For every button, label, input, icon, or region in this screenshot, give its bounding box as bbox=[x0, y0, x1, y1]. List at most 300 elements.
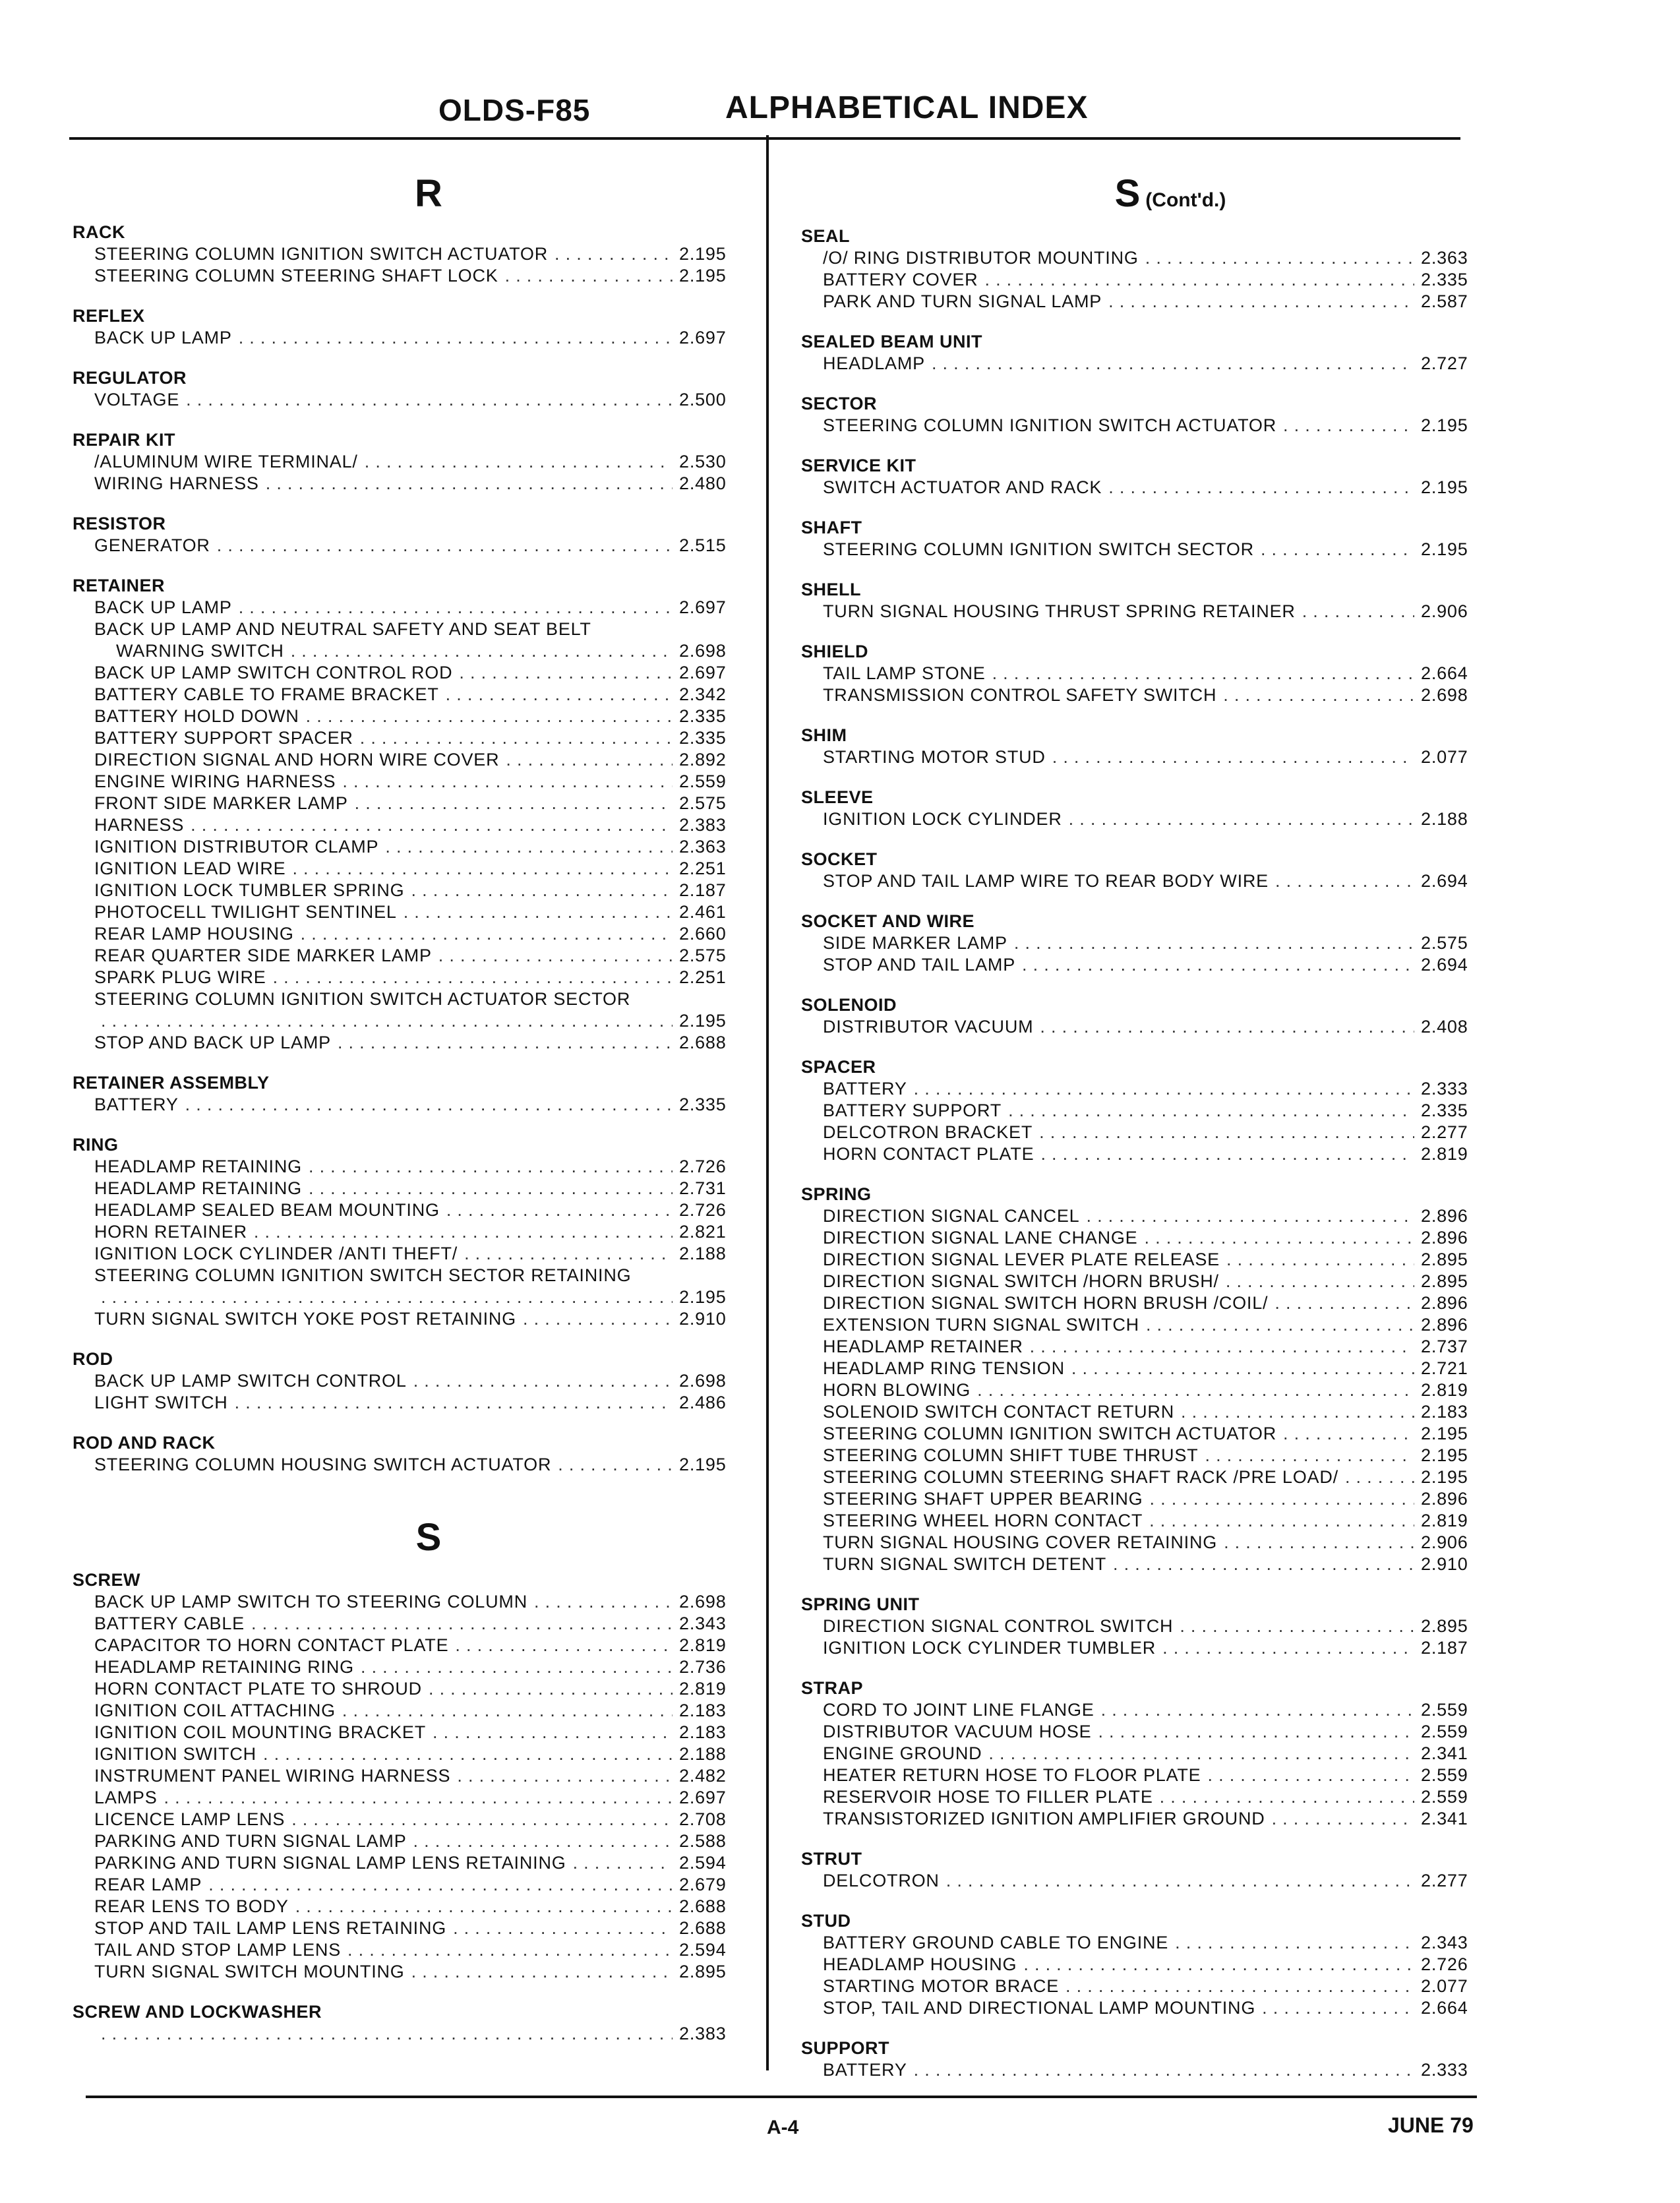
index-subentry bbox=[73, 684, 745, 706]
subentry-label: STEERING COLUMN IGNITION SWITCH ACTUATOR SECTOR bbox=[94, 989, 631, 1009]
entry-heading: SHELL bbox=[801, 580, 862, 599]
index-subentry bbox=[801, 1532, 1487, 1554]
subentry-label: SIDE MARKER LAMP bbox=[823, 933, 1007, 953]
section-letter bbox=[73, 171, 745, 218]
index-subentry bbox=[73, 727, 745, 749]
page-reference: 2.895 bbox=[1421, 1250, 1468, 1269]
dot-leader bbox=[459, 662, 673, 684]
page-reference: 2.698 bbox=[679, 641, 727, 661]
subentry-label: CAPACITOR TO HORN CONTACT PLATE bbox=[94, 1635, 449, 1655]
dot-leader bbox=[914, 1078, 1414, 1100]
page-reference: 2.515 bbox=[679, 535, 727, 555]
page-reference: 2.896 bbox=[1421, 1228, 1468, 1248]
subentry-label: IGNITION LOCK TUMBLER SPRING bbox=[94, 880, 405, 900]
index-subentry bbox=[73, 1010, 745, 1032]
page-reference: 2.195 bbox=[1421, 1467, 1468, 1487]
section-continued-label: (Cont'd.) bbox=[1145, 189, 1226, 211]
page-number: A-4 bbox=[767, 2117, 799, 2138]
entry-heading: SCREW AND LOCKWASHER bbox=[73, 2002, 322, 2022]
subentry-label: HEADLAMP RETAINER bbox=[823, 1337, 1023, 1356]
subentry-label: IGNITION DISTRIBUTOR CLAMP bbox=[94, 837, 379, 857]
dot-leader bbox=[1275, 1292, 1414, 1314]
page-reference: 2.697 bbox=[679, 328, 727, 347]
index-subentry bbox=[73, 389, 745, 411]
subentry-label: PARKING AND TURN SIGNAL LAMP LENS RETAINING bbox=[94, 1853, 566, 1873]
dot-leader bbox=[505, 265, 673, 287]
page-reference: 2.910 bbox=[1421, 1554, 1468, 1574]
page-reference: 2.594 bbox=[679, 1940, 727, 1960]
dot-leader bbox=[1014, 932, 1414, 954]
page-reference: 2.195 bbox=[1421, 415, 1468, 435]
subentry-label: IGNITION LOCK CYLINDER /ANTI THEFT/ bbox=[94, 1244, 458, 1263]
index-subentry bbox=[73, 793, 745, 814]
index-subentry bbox=[801, 870, 1487, 892]
entry-heading: REGULATOR bbox=[73, 368, 187, 388]
index-entry bbox=[73, 1072, 745, 1116]
index-subentry bbox=[73, 1700, 745, 1722]
index-subentry bbox=[801, 684, 1487, 706]
page-reference: 2.587 bbox=[1421, 291, 1468, 311]
dot-leader bbox=[1160, 1786, 1414, 1808]
page-reference: 2.251 bbox=[679, 967, 727, 987]
index-subentry bbox=[801, 808, 1487, 830]
subentry-label: TURN SIGNAL HOUSING THRUST SPRING RETAINER bbox=[823, 601, 1296, 621]
index-subentry bbox=[801, 932, 1487, 954]
subentry-label: BATTERY COVER bbox=[823, 270, 978, 289]
section-letter-text: R bbox=[415, 172, 442, 215]
index-subentry bbox=[73, 1243, 745, 1265]
subentry-label: HEADLAMP SEALED BEAM MOUNTING bbox=[94, 1200, 440, 1220]
subentry-label: IGNITION LOCK CYLINDER TUMBLER bbox=[823, 1638, 1156, 1658]
index-entry bbox=[801, 455, 1487, 498]
page-reference: 2.195 bbox=[679, 1287, 727, 1307]
index-subentry bbox=[801, 1016, 1487, 1038]
dot-leader bbox=[239, 597, 673, 619]
subentry-label: DIRECTION SIGNAL SWITCH HORN BRUSH /COIL/ bbox=[823, 1293, 1269, 1313]
section-letter-text: S bbox=[415, 1516, 442, 1559]
subentry-label: DIRECTION SIGNAL AND HORN WIRE COVER bbox=[94, 750, 500, 770]
subentry-label: ENGINE GROUND bbox=[823, 1743, 982, 1763]
subentry-label: SOLENOID SWITCH CONTACT RETURN bbox=[823, 1402, 1175, 1422]
dot-leader bbox=[523, 1308, 673, 1330]
dot-leader bbox=[217, 535, 673, 557]
subentry-label: BATTERY CABLE TO FRAME BRACKET bbox=[94, 684, 439, 704]
dot-leader bbox=[411, 1961, 673, 1983]
page-reference: 2.821 bbox=[679, 1222, 727, 1242]
dot-leader bbox=[185, 1094, 673, 1116]
index-subentry bbox=[801, 1510, 1487, 1532]
subentry-label: TAIL LAMP STONE bbox=[823, 663, 986, 683]
page-reference: 2.910 bbox=[679, 1309, 727, 1329]
dot-leader bbox=[306, 706, 673, 727]
index-subentry bbox=[73, 1178, 745, 1199]
index-subentry bbox=[73, 265, 745, 287]
dot-leader bbox=[413, 1830, 673, 1852]
dot-leader bbox=[464, 1243, 673, 1265]
dot-leader bbox=[1098, 1721, 1414, 1743]
page-reference: 2.486 bbox=[679, 1393, 727, 1412]
dot-leader bbox=[291, 640, 673, 662]
dot-leader bbox=[1226, 1271, 1414, 1292]
dot-leader bbox=[1052, 746, 1414, 768]
page-reference: 2.559 bbox=[1421, 1765, 1468, 1785]
dot-leader bbox=[1113, 1554, 1414, 1575]
entry-heading: RING bbox=[73, 1135, 119, 1155]
dot-leader bbox=[1275, 870, 1414, 892]
subentry-label: TURN SIGNAL SWITCH MOUNTING bbox=[94, 1962, 405, 1981]
dot-leader bbox=[1224, 1532, 1414, 1554]
dot-leader bbox=[984, 269, 1414, 291]
subentry-label: BACK UP LAMP bbox=[94, 597, 232, 617]
index-entry bbox=[801, 1910, 1487, 2019]
subentry-label: PHOTOCELL TWILIGHT SENTINEL bbox=[94, 902, 397, 922]
index-subentry bbox=[801, 1466, 1487, 1488]
page-reference: 2.500 bbox=[679, 390, 727, 409]
index-entry bbox=[73, 429, 745, 495]
page-reference: 2.183 bbox=[679, 1701, 727, 1720]
index-subentry bbox=[73, 1199, 745, 1221]
page-reference: 2.697 bbox=[679, 1788, 727, 1807]
page-reference: 2.896 bbox=[1421, 1293, 1468, 1313]
entry-heading: SCREW bbox=[73, 1570, 140, 1590]
subentry-label: IGNITION LEAD WIRE bbox=[94, 859, 286, 878]
subentry-label: HEADLAMP bbox=[823, 353, 925, 373]
subentry-label: DISTRIBUTOR VACUUM bbox=[823, 1017, 1034, 1037]
dot-leader bbox=[295, 1896, 673, 1917]
page-reference: 2.688 bbox=[679, 1033, 727, 1052]
index-subentry bbox=[801, 477, 1487, 498]
dot-leader bbox=[342, 771, 673, 793]
subentry-label: WIRING HARNESS bbox=[94, 473, 259, 493]
index-subentry bbox=[801, 1401, 1487, 1423]
page-reference: 2.726 bbox=[679, 1200, 727, 1220]
index-subentry bbox=[73, 1896, 745, 1917]
index-subentry bbox=[73, 1765, 745, 1787]
index-subentry bbox=[73, 1852, 745, 1874]
dot-leader bbox=[235, 1392, 673, 1414]
subentry-label: DIRECTION SIGNAL LEVER PLATE RELEASE bbox=[823, 1250, 1220, 1269]
dot-leader bbox=[1208, 1765, 1415, 1786]
subentry-label: TRANSISTORIZED IGNITION AMPLIFIER GROUND bbox=[823, 1809, 1265, 1828]
index-subentry bbox=[801, 353, 1487, 375]
dot-leader bbox=[1223, 684, 1414, 706]
index-subentry bbox=[73, 1454, 745, 1476]
index-subentry bbox=[73, 749, 745, 771]
page-reference: 2.819 bbox=[679, 1635, 727, 1655]
index-subentry bbox=[801, 291, 1487, 313]
page-reference: 2.183 bbox=[679, 1722, 727, 1742]
entry-heading: SEAL bbox=[801, 226, 851, 246]
page-reference: 2.664 bbox=[1421, 663, 1468, 683]
page-reference: 2.195 bbox=[679, 1011, 727, 1031]
index-subentry bbox=[801, 1721, 1487, 1743]
subentry-label: STEERING WHEEL HORN CONTACT bbox=[823, 1511, 1143, 1530]
page-reference: 2.559 bbox=[679, 771, 727, 791]
dot-leader bbox=[1272, 1808, 1414, 1830]
page-reference: 2.195 bbox=[679, 1455, 727, 1474]
page-reference: 2.187 bbox=[679, 880, 727, 900]
subentry-label: STEERING SHAFT UPPER BEARING bbox=[823, 1489, 1143, 1509]
index-entry bbox=[801, 2037, 1487, 2081]
dot-leader bbox=[977, 1379, 1414, 1401]
dot-leader bbox=[355, 793, 673, 814]
subentry-label: STOP AND TAIL LAMP WIRE TO REAR BODY WIRE bbox=[823, 871, 1269, 891]
subentry-label: HORN BLOWING bbox=[823, 1380, 971, 1400]
page-reference: 2.335 bbox=[1421, 1101, 1468, 1120]
index-subentry bbox=[73, 1156, 745, 1178]
index-subentry bbox=[801, 1143, 1487, 1165]
dot-leader bbox=[932, 353, 1414, 375]
dot-leader bbox=[457, 1765, 673, 1787]
entry-heading: SPRING bbox=[801, 1184, 872, 1204]
index-entry bbox=[73, 1569, 745, 1983]
subentry-label: REAR QUARTER SIDE MARKER LAMP bbox=[94, 946, 432, 965]
page-reference: 2.343 bbox=[679, 1614, 727, 1633]
index-subentry bbox=[801, 1358, 1487, 1379]
subentry-label: STOP AND BACK UP LAMP bbox=[94, 1033, 331, 1052]
index-subentry bbox=[73, 619, 745, 640]
model-name: OLDS-F85 bbox=[438, 93, 591, 127]
index-subentry bbox=[73, 1743, 745, 1765]
subentry-label: BACK UP LAMP bbox=[94, 328, 232, 347]
index-subentry bbox=[73, 1613, 745, 1635]
index-subentry bbox=[801, 1554, 1487, 1575]
index-subentry bbox=[73, 1094, 745, 1116]
subentry-label: FRONT SIDE MARKER LAMP bbox=[94, 793, 348, 813]
subentry-label: TRANSMISSION CONTROL SAFETY SWITCH bbox=[823, 685, 1217, 705]
subentry-label: HEATER RETURN HOSE TO FLOOR PLATE bbox=[823, 1765, 1201, 1785]
index-entry bbox=[801, 849, 1487, 892]
page-reference: 2.892 bbox=[679, 750, 727, 770]
entry-heading: SEALED BEAM UNIT bbox=[801, 332, 983, 351]
dot-leader bbox=[1040, 1143, 1414, 1165]
dot-leader bbox=[1345, 1466, 1414, 1488]
dot-leader bbox=[1144, 1227, 1414, 1249]
subentry-label: REAR LAMP HOUSING bbox=[94, 924, 294, 944]
entry-heading: STRAP bbox=[801, 1678, 864, 1698]
page-reference: 2.335 bbox=[679, 1095, 727, 1114]
page-reference: 2.408 bbox=[1421, 1017, 1468, 1037]
entry-heading: SOCKET bbox=[801, 849, 878, 869]
dot-leader bbox=[266, 473, 673, 495]
subentry-label: BATTERY GROUND CABLE TO ENGINE bbox=[823, 1933, 1169, 1952]
page-reference: 2.343 bbox=[1421, 1933, 1468, 1952]
dot-leader bbox=[1101, 1699, 1414, 1721]
dot-leader bbox=[446, 1199, 673, 1221]
dot-leader bbox=[1040, 1016, 1414, 1038]
dot-leader bbox=[411, 880, 673, 901]
dot-leader bbox=[1162, 1637, 1414, 1659]
page-reference: 2.461 bbox=[679, 902, 727, 922]
page-reference: 2.906 bbox=[1421, 1532, 1468, 1552]
subentry-label: HEADLAMP RETAINING RING bbox=[94, 1657, 354, 1677]
index-subentry bbox=[73, 1635, 745, 1656]
dot-leader bbox=[239, 327, 673, 349]
subentry-label: LICENCE LAMP LENS bbox=[94, 1809, 285, 1829]
entry-heading: SECTOR bbox=[801, 394, 878, 413]
subentry-label: PARKING AND TURN SIGNAL LAMP bbox=[94, 1831, 407, 1851]
index-subentry bbox=[801, 1932, 1487, 1954]
section-gap bbox=[73, 1476, 745, 1515]
index-entry bbox=[801, 725, 1487, 768]
dot-leader bbox=[263, 1743, 673, 1765]
page-reference: 2.819 bbox=[1421, 1144, 1468, 1164]
subentry-label: HEADLAMP RETAINING bbox=[94, 1157, 302, 1176]
page-reference: 2.819 bbox=[679, 1679, 727, 1699]
index-subentry bbox=[801, 2059, 1487, 2081]
page-reference: 2.188 bbox=[679, 1244, 727, 1263]
page-reference: 2.896 bbox=[1421, 1206, 1468, 1226]
subentry-label: TAIL AND STOP LAMP LENS bbox=[94, 1940, 342, 1960]
page-reference: 2.363 bbox=[1421, 248, 1468, 268]
page-reference: 2.341 bbox=[1421, 1743, 1468, 1763]
index-subentry bbox=[73, 988, 745, 1010]
page-reference: 2.383 bbox=[679, 2024, 727, 2043]
dot-leader bbox=[558, 1454, 673, 1476]
index-entry bbox=[801, 393, 1487, 437]
dot-leader bbox=[1146, 1314, 1414, 1336]
subentry-label: BACK UP LAMP SWITCH CONTROL ROD bbox=[94, 663, 453, 682]
subentry-label: SWITCH ACTUATOR AND RACK bbox=[823, 477, 1102, 497]
index-subentry bbox=[73, 1265, 745, 1286]
index-subentry bbox=[73, 901, 745, 923]
index-subentry bbox=[73, 814, 745, 836]
dot-leader bbox=[914, 2059, 1414, 2081]
page-reference: 2.721 bbox=[1421, 1358, 1468, 1378]
page-reference: 2.195 bbox=[1421, 477, 1468, 497]
subentry-label: REAR LENS TO BODY bbox=[94, 1896, 289, 1916]
section-letter bbox=[801, 171, 1487, 218]
subentry-label: HORN CONTACT PLATE TO SHROUD bbox=[94, 1679, 422, 1699]
entry-heading: SHIELD bbox=[801, 642, 869, 661]
page-reference: 2.575 bbox=[679, 793, 727, 813]
dot-leader bbox=[1023, 1954, 1414, 1976]
entry-heading: RETAINER ASSEMBLY bbox=[73, 1073, 270, 1093]
left-column bbox=[73, 171, 745, 2045]
entry-heading: RESISTOR bbox=[73, 514, 166, 533]
index-subentry bbox=[73, 1591, 745, 1613]
page-reference: 2.480 bbox=[679, 473, 727, 493]
subentry-label: BACK UP LAMP AND NEUTRAL SAFETY AND SEAT BELT bbox=[94, 619, 591, 639]
index-subentry bbox=[73, 1656, 745, 1678]
dot-leader bbox=[455, 1635, 673, 1656]
index-entry bbox=[73, 1134, 745, 1330]
index-subentry bbox=[73, 1392, 745, 1414]
page-reference: 2.188 bbox=[1421, 809, 1468, 829]
dot-leader bbox=[1086, 1205, 1414, 1227]
page-reference: 2.559 bbox=[1421, 1787, 1468, 1807]
page-reference: 2.195 bbox=[1421, 539, 1468, 559]
index-subentry bbox=[73, 1308, 745, 1330]
index-subentry bbox=[801, 1336, 1487, 1358]
index-subentry bbox=[801, 1205, 1487, 1227]
dot-leader bbox=[433, 1722, 673, 1743]
entry-heading: SHIM bbox=[801, 725, 847, 745]
dot-leader bbox=[1180, 1615, 1414, 1637]
subentry-label: BATTERY bbox=[823, 2060, 907, 2080]
dot-leader bbox=[1175, 1932, 1414, 1954]
index-subentry bbox=[73, 327, 745, 349]
page-reference: 2.188 bbox=[679, 1744, 727, 1764]
index-subentry bbox=[73, 1370, 745, 1392]
subentry-label: STOP AND TAIL LAMP LENS RETAINING bbox=[94, 1918, 447, 1938]
index-entry bbox=[801, 226, 1487, 313]
index-subentry bbox=[801, 1122, 1487, 1143]
index-subentry bbox=[801, 1808, 1487, 1830]
header-rule bbox=[69, 137, 1460, 140]
subentry-label: WARNING SWITCH bbox=[116, 641, 284, 661]
index-subentry bbox=[801, 601, 1487, 622]
page-reference: 2.333 bbox=[1421, 1079, 1468, 1099]
index-subentry bbox=[73, 923, 745, 945]
index-subentry bbox=[73, 880, 745, 901]
entry-heading: SPACER bbox=[801, 1057, 876, 1077]
page-reference: 2.341 bbox=[1421, 1809, 1468, 1828]
page-reference: 2.333 bbox=[1421, 2060, 1468, 2080]
dot-leader bbox=[1030, 1336, 1414, 1358]
index-subentry bbox=[73, 243, 745, 265]
index-entry bbox=[801, 1848, 1487, 1892]
page-reference: 2.277 bbox=[1421, 1871, 1468, 1890]
subentry-label: STEERING COLUMN IGNITION SWITCH ACTUATOR bbox=[823, 1424, 1277, 1443]
dot-leader bbox=[1108, 477, 1414, 498]
page-reference: 2.737 bbox=[1421, 1337, 1468, 1356]
subentry-label: BATTERY bbox=[823, 1079, 907, 1099]
subentry-label: /O/ RING DISTRIBUTOR MOUNTING bbox=[823, 248, 1139, 268]
dot-leader bbox=[191, 814, 673, 836]
page-reference: 2.895 bbox=[679, 1962, 727, 1981]
page-reference: 2.731 bbox=[679, 1178, 727, 1198]
right-column bbox=[801, 171, 1487, 2081]
entry-heading: STUD bbox=[801, 1911, 851, 1931]
entry-heading: RACK bbox=[73, 222, 125, 242]
page-reference: 2.363 bbox=[679, 837, 727, 857]
dot-leader bbox=[1108, 291, 1414, 313]
page-reference: 2.195 bbox=[679, 244, 727, 264]
index-subentry bbox=[73, 597, 745, 619]
dot-leader bbox=[101, 2023, 673, 2045]
subentry-label: STOP, TAIL AND DIRECTIONAL LAMP MOUNTING bbox=[823, 1998, 1256, 2018]
index-subentry bbox=[801, 1271, 1487, 1292]
subentry-label: HEADLAMP HOUSING bbox=[823, 1954, 1017, 1974]
index-entry bbox=[73, 1348, 745, 1414]
subentry-label: STEERING COLUMN IGNITION SWITCH ACTUATOR bbox=[823, 415, 1277, 435]
page-reference: 2.896 bbox=[1421, 1489, 1468, 1509]
dot-leader bbox=[292, 858, 673, 880]
subentry-label: STEERING COLUMN IGNITION SWITCH SECTOR RETAINING bbox=[94, 1265, 632, 1285]
dot-leader bbox=[251, 1613, 673, 1635]
index-entry bbox=[801, 517, 1487, 560]
subentry-label: STARTING MOTOR BRACE bbox=[823, 1976, 1060, 1996]
page-reference: 2.251 bbox=[679, 859, 727, 878]
subentry-label: ENGINE WIRING HARNESS bbox=[94, 771, 336, 791]
subentry-label: RESERVOIR HOSE TO FILLER PLATE bbox=[823, 1787, 1153, 1807]
revision-date: JUNE 79 bbox=[1388, 2113, 1474, 2137]
entry-heading: SPRING UNIT bbox=[801, 1594, 920, 1614]
index-subentry bbox=[73, 2023, 745, 2045]
index-entry bbox=[73, 367, 745, 411]
page-reference: 2.342 bbox=[679, 684, 727, 704]
index-subentry bbox=[73, 1787, 745, 1809]
subentry-label: TURN SIGNAL HOUSING COVER RETAINING bbox=[823, 1532, 1218, 1552]
dot-leader bbox=[309, 1156, 673, 1178]
entry-heading: SHAFT bbox=[801, 518, 862, 537]
page-reference: 2.698 bbox=[679, 1371, 727, 1391]
index-subentry bbox=[801, 1954, 1487, 1976]
section-letter bbox=[73, 1515, 745, 1561]
index-subentry bbox=[73, 451, 745, 473]
index-entry bbox=[801, 1056, 1487, 1165]
